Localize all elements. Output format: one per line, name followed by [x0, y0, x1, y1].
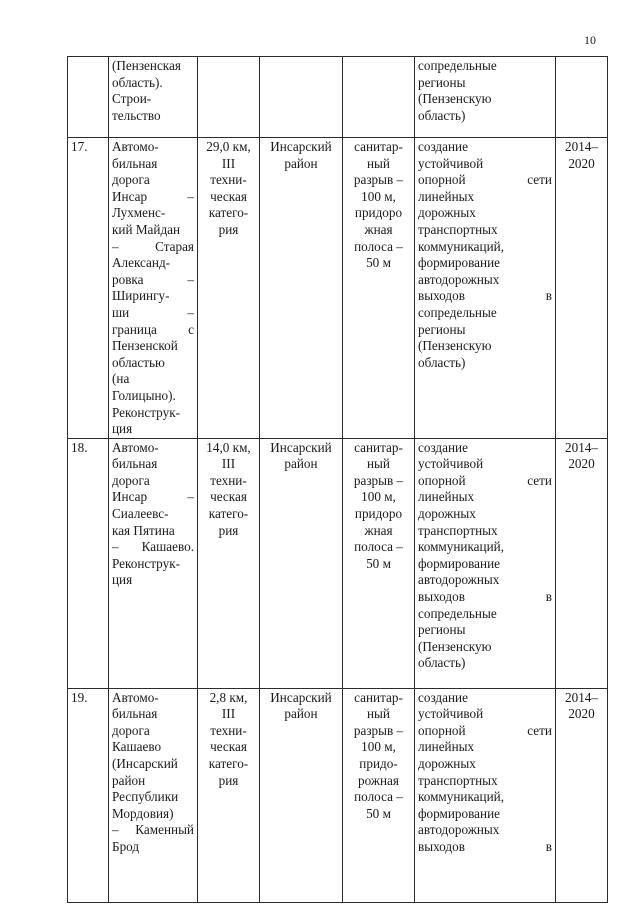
cell-line: бильная	[112, 456, 158, 472]
cell-line: транспортных	[418, 772, 498, 788]
road-length-cell	[198, 688, 260, 902]
cell-line: область)	[418, 655, 466, 671]
cell-line: 2020	[568, 155, 595, 171]
years-cell	[556, 57, 608, 138]
purpose-cell	[415, 688, 556, 902]
cell-line: кий Майдан	[112, 221, 181, 237]
cell-line: граница с	[112, 321, 194, 337]
road-length-cell	[198, 438, 260, 688]
cell-line: полоса –	[354, 238, 403, 254]
cell-line: ция	[112, 421, 133, 437]
cell-line: 50 м	[366, 255, 391, 271]
cell-line: рожная	[358, 772, 399, 788]
cell-line: рия	[218, 221, 239, 237]
years-cell	[556, 688, 608, 902]
district-cell	[260, 438, 343, 688]
cell-line: создание	[418, 439, 468, 455]
cell-line: Инсарский	[270, 139, 332, 154]
cell-line: разрыв –	[353, 472, 404, 488]
cell-line: III	[221, 456, 236, 472]
cell-line: Голицыно).	[112, 387, 176, 403]
cell-line: Республики	[112, 789, 179, 805]
cell-line: дорожных	[418, 205, 476, 221]
cell-line: коммуникаций,	[418, 238, 505, 254]
cell-line: ческая	[210, 489, 247, 505]
district-cell	[260, 138, 343, 439]
cell-line: 50 м	[366, 805, 391, 821]
cell-line: – Каменный	[112, 822, 194, 838]
cell-line: 2014–	[565, 139, 598, 154]
cell-line: 14,0 км,	[206, 439, 251, 455]
cell-line: дорожных	[418, 506, 476, 522]
cell-line: 100 м,	[361, 188, 396, 204]
cell-line: придо-	[359, 756, 398, 772]
cell-line: сопредельные	[418, 304, 497, 320]
cell-line: придоро	[354, 506, 403, 522]
cell-line: формирование	[418, 255, 500, 271]
cell-line: техни-	[210, 722, 247, 738]
cell-line: санитар-	[354, 139, 403, 154]
cell-line: Пензенской	[112, 338, 178, 354]
cell-line: область)	[418, 354, 466, 370]
cell-line: 2014–	[565, 439, 598, 455]
cell-line: Инсар –	[112, 188, 194, 204]
cell-line: катего-	[208, 756, 249, 772]
cell-line: дорога	[112, 722, 150, 738]
cell-line: 2020	[568, 706, 595, 722]
cell-line: Инсарский	[270, 689, 332, 705]
cell-line: ция	[112, 572, 133, 588]
purpose-cell	[415, 57, 556, 138]
row-number-cell: 17.	[68, 138, 109, 439]
cell-line: Реконструк-	[112, 404, 180, 420]
cell-line: полоса –	[354, 539, 403, 555]
cell-line: Кашаево	[112, 739, 162, 755]
road-name-cell	[109, 438, 198, 688]
cell-line: рия	[218, 522, 239, 538]
cell-line: устойчивой	[418, 456, 484, 472]
cell-line: тельство	[112, 107, 161, 123]
cell-line: линейных	[418, 489, 475, 505]
cell-line: 2,8 км,	[209, 689, 248, 705]
table-row	[68, 138, 608, 439]
cell-line: Мордовия)	[112, 805, 174, 821]
cell-line: автодорожных	[418, 271, 500, 287]
cell-line: рия	[218, 772, 239, 788]
table-row	[68, 57, 608, 138]
cell-line: III	[221, 155, 236, 171]
road-length-cell	[198, 57, 260, 138]
cell-line: регионы	[418, 622, 466, 638]
cell-line: 2020	[568, 456, 595, 472]
cell-line: ческая	[210, 739, 247, 755]
cell-line: областью	[112, 354, 165, 370]
cell-line: ный	[367, 706, 390, 722]
cell-line: техни-	[210, 172, 247, 188]
cell-line: (на	[112, 371, 130, 387]
road-name-cell	[109, 57, 198, 138]
cell-line: ный	[367, 155, 390, 171]
cell-line: полоса –	[354, 789, 403, 805]
page-number: 10	[584, 33, 596, 47]
table-row	[68, 438, 608, 688]
cell-line: кая Пятина	[112, 522, 175, 538]
cell-line: автодорожных	[418, 572, 500, 588]
row-number-cell: 18.	[68, 438, 109, 688]
cell-line: – Кашаево.	[112, 539, 194, 555]
cell-line: Александ-	[112, 255, 171, 271]
cell-line: регионы	[418, 321, 466, 337]
cell-line: район	[284, 456, 318, 472]
cell-line: 100 м,	[361, 739, 396, 755]
cell-line: придоро	[354, 205, 403, 221]
cell-line: Инсарский	[270, 439, 332, 455]
cell-line: бильная	[112, 155, 158, 171]
cell-line: устойчивой	[418, 155, 484, 171]
district-cell	[260, 57, 343, 138]
cell-line: создание	[418, 689, 468, 705]
cell-line: ческая	[210, 188, 247, 204]
road-length-cell	[198, 138, 260, 439]
cell-line: ровка –	[112, 271, 194, 287]
purpose-cell	[415, 438, 556, 688]
years-cell	[556, 438, 608, 688]
cell-line: создание	[418, 139, 468, 154]
row-number-cell	[68, 57, 109, 138]
protection-zone-cell	[343, 438, 415, 688]
protection-zone-cell	[343, 688, 415, 902]
cell-line: область).	[112, 74, 163, 90]
row-number-cell: 19.	[68, 688, 109, 902]
protection-zone-cell	[343, 57, 415, 138]
cell-line: автодорожных	[418, 822, 500, 838]
table-row	[68, 688, 608, 902]
cell-line: катего-	[208, 205, 249, 221]
cell-line: дорога	[112, 172, 150, 188]
cell-line: сопредельные	[418, 605, 497, 621]
cell-line: – Старая	[112, 238, 194, 254]
cell-line: опорной сети	[418, 172, 552, 188]
cell-line: разрыв –	[353, 172, 404, 188]
cell-line: Инсар –	[112, 489, 194, 505]
cell-line: санитар-	[354, 689, 403, 705]
cell-line: опорной сети	[418, 722, 552, 738]
cell-line: выходов в	[418, 589, 552, 605]
purpose-cell	[415, 138, 556, 439]
cell-line: сопредельные	[418, 58, 497, 73]
cell-line: транспортных	[418, 522, 498, 538]
cell-line: санитар-	[354, 439, 403, 455]
road-name-cell	[109, 138, 198, 439]
cell-line: 2014–	[565, 689, 598, 705]
protection-zone-cell	[343, 138, 415, 439]
cell-line: область)	[418, 107, 466, 123]
cell-line: жная	[364, 221, 393, 237]
cell-line: 100 м,	[361, 489, 396, 505]
cell-line: район	[112, 772, 146, 788]
cell-line: выходов в	[418, 288, 552, 304]
cell-line: Брод	[112, 839, 140, 855]
cell-line: район	[284, 706, 318, 722]
cell-line: 50 м	[366, 555, 391, 571]
cell-line: устойчивой	[418, 706, 484, 722]
cell-line: (Инсарский	[112, 756, 178, 772]
cell-line: дорожных	[418, 756, 476, 772]
cell-line: (Пензенскую	[418, 91, 492, 107]
road-projects-table	[67, 56, 608, 903]
road-name-cell	[109, 688, 198, 902]
cell-line: Ширингу-	[112, 288, 170, 304]
cell-line: 29,0 км,	[206, 139, 251, 154]
cell-line: Автомо-	[112, 439, 159, 455]
cell-line: Реконструк-	[112, 555, 180, 571]
cell-line: линейных	[418, 188, 475, 204]
cell-line: регионы	[418, 74, 466, 90]
district-cell	[260, 688, 343, 902]
cell-line: формирование	[418, 805, 500, 821]
cell-line: (Пензенская	[112, 58, 181, 73]
cell-line: бильная	[112, 706, 158, 722]
cell-line: Лухменс-	[112, 205, 166, 221]
cell-line: транспортных	[418, 221, 498, 237]
cell-line: катего-	[208, 506, 249, 522]
cell-line: (Пензенскую	[418, 638, 492, 654]
cell-line: техни-	[210, 472, 247, 488]
cell-line: коммуникаций,	[418, 539, 505, 555]
cell-line: район	[284, 155, 318, 171]
cell-line: линейных	[418, 739, 475, 755]
cell-line: Сиалеевс-	[112, 506, 169, 522]
cell-line: Автомо-	[112, 139, 159, 154]
cell-line: Автомо-	[112, 689, 159, 705]
years-cell	[556, 138, 608, 439]
cell-line: опорной сети	[418, 472, 552, 488]
cell-line: ши –	[112, 304, 194, 320]
cell-line: коммуникаций,	[418, 789, 505, 805]
cell-line: формирование	[418, 555, 500, 571]
cell-line: разрыв –	[353, 722, 404, 738]
cell-line: Строи-	[112, 91, 152, 107]
cell-line: ный	[367, 456, 390, 472]
cell-line: выходов в	[418, 839, 552, 855]
cell-line: жная	[364, 522, 393, 538]
cell-line: дорога	[112, 472, 150, 488]
cell-line: III	[221, 706, 236, 722]
cell-line: (Пензенскую	[418, 338, 492, 354]
